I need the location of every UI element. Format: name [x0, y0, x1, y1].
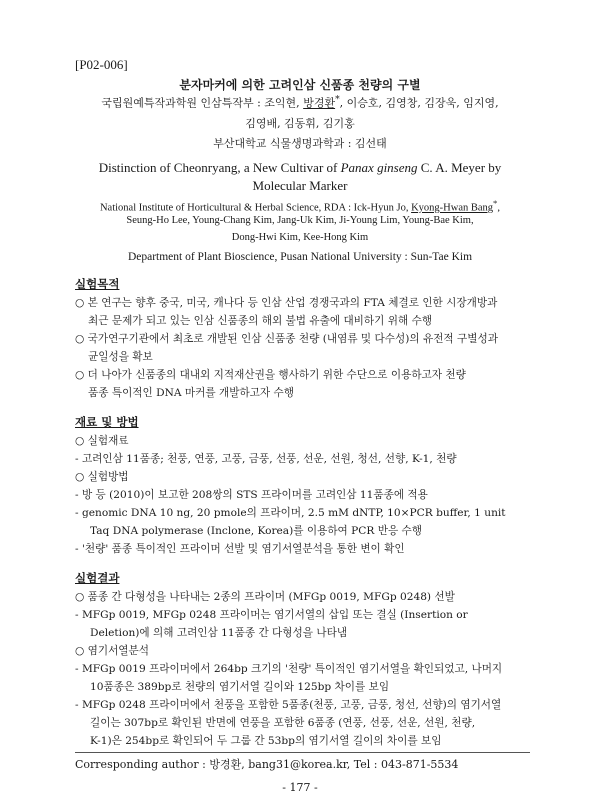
korean-affiliation: 부산대학교 식물생명과학과 : 김선태: [213, 137, 387, 150]
results-line: 길이는 307bp로 확인된 반면에 연풍을 포함한 6품종 (연풍, 선풍, 선운, 선원, 천량,: [90, 717, 476, 729]
page-number: - 177 -: [282, 781, 318, 794]
korean-title: 분자마커에 의한 고려인삼 신품종 천량의 구별: [179, 78, 421, 92]
english-authors-prefix: National Institute of Horticultural & Herbal Science, RDA : Ick-Hyun Jo,: [99, 202, 412, 214]
methods-line: ○ 실험방법: [75, 471, 129, 483]
english-corresponding-mark: *: [493, 198, 498, 208]
korean-authors-prefix: 국립원예특작과학원 인삼특작부 : 조익현,: [101, 96, 304, 110]
abstract-code: [P02-006]: [75, 57, 128, 72]
results-line: - MFGp 0019, MFGp 0248 프라이머는 염기서열의 삽입 또는 결실 (Insertion or: [75, 609, 468, 621]
methods-line: - '천량' 품종 특이적인 프라이머 선발 및 염기서열분석을 통한 변이 확인: [75, 543, 405, 555]
methods-line: Taq DNA polymerase (Inclone, Korea)를 이용하여 PCR 반응 수행: [90, 525, 423, 537]
corresponding-author: Corresponding author : 방경환, bang31@korea.kr, Tel : 043-871-5534: [75, 758, 459, 771]
korean-corresponding-author: 방경환: [303, 96, 336, 110]
results-line: - MFGp 0248 프라이머에서 천풍을 포함한 5품종(천풍, 고풍, 금풍, 청선, 선향)의 염기서열: [75, 699, 502, 711]
english-title-species: Panax ginseng: [340, 160, 418, 175]
korean-authors-line2: 김영배, 김동휘, 김기홍: [245, 117, 355, 130]
english-affiliation: Department of Plant Bioscience, Pusan National University : Sun-Tae Kim: [127, 251, 473, 263]
english-corresponding-author: Kyong-Hwan Bang: [411, 202, 494, 214]
section-title-objective: 실험목적: [75, 277, 120, 291]
korean-authors-rest: , 이승호, 김영창, 김장욱, 임지영,: [339, 96, 499, 110]
methods-line: ○ 실험재료: [75, 435, 129, 447]
results-line: 10품종은 389bp로 천량의 염기서열 길이와 125bp 차이를 보임: [90, 681, 390, 693]
objective-line: 균일성을 확보: [88, 351, 153, 363]
english-authors-line1: [60, 198, 540, 214]
english-title-line2: Molecular Marker: [252, 178, 348, 193]
objective-line: ○ 더 나아가 신품종의 대내외 지적재산권을 행사하기 위한 수단으로 이용하고자 천량: [75, 369, 466, 381]
objective-line: ○ 국가연구기관에서 최초로 개발된 인삼 신품종 천량 (내염류 및 다수성)의 유전적 구별성과: [75, 333, 498, 345]
objective-line: ○ 본 연구는 향후 중국, 미국, 캐나다 등 인삼 산업 경쟁국과의 FTA 체결로 인한 시장개방과: [75, 297, 498, 309]
footer-divider: [75, 752, 530, 753]
results-line: Deletion)에 의해 고려인삼 11품종 간 다형성을 나타냄: [90, 627, 348, 639]
english-authors-end: ,: [497, 202, 501, 214]
english-authors-line3: Dong-Hwi Kim, Kee-Hong Kim: [231, 232, 369, 243]
objective-line: 최근 문제가 되고 있는 인삼 신품종의 해외 불법 유출에 대비하기 위해 수행: [88, 315, 433, 327]
section-title-results: 실험결과: [75, 571, 120, 585]
methods-line: - genomic DNA 10 ng, 20 pmole의 프라이머, 2.5 mM dNTP, 10×PCR buffer, 1 unit: [75, 507, 506, 519]
section-title-methods: 재료 및 방법: [75, 415, 139, 429]
english-authors-line2: Seung-Ho Lee, Young-Chang Kim, Jang-Uk Kim, Ji-Young Lim, Young-Bae Kim,: [126, 215, 474, 226]
results-line: - MFGp 0019 프라이머에서 264bp 크기의 '천량' 특이적인 염기서열을 확인되었고, 나머지: [75, 663, 503, 675]
methods-line: - 고려인삼 11품종; 천풍, 연풍, 고풍, 금풍, 선풍, 선운, 선원, 청선, 선향, K-1, 천량: [75, 453, 457, 465]
results-line: ○ 품종 간 다형성을 나타내는 2종의 프라이머 (MFGp 0019, MFGp 0248) 선발: [75, 591, 455, 603]
results-line: ○ 염기서열분석: [75, 645, 150, 657]
english-title-part2: C. A. Meyer by: [417, 160, 502, 175]
english-title-line1: [60, 160, 540, 176]
korean-authors-line1: [60, 94, 540, 111]
methods-line: - 방 등 (2010)이 보고한 208쌍의 STS 프라이머를 고려인삼 11품종에 적용: [75, 489, 428, 501]
objective-line: 품종 특이적인 DNA 마커를 개발하고자 수행: [88, 387, 294, 399]
results-line: K-1)은 254bp로 확인되어 두 그룹 간 53bp의 염기서열 길이의 차이를 보임: [90, 735, 442, 747]
korean-corresponding-mark: *: [335, 94, 340, 105]
english-title-part1: Distinction of Cheonryang, a New Cultivar of: [98, 160, 341, 175]
